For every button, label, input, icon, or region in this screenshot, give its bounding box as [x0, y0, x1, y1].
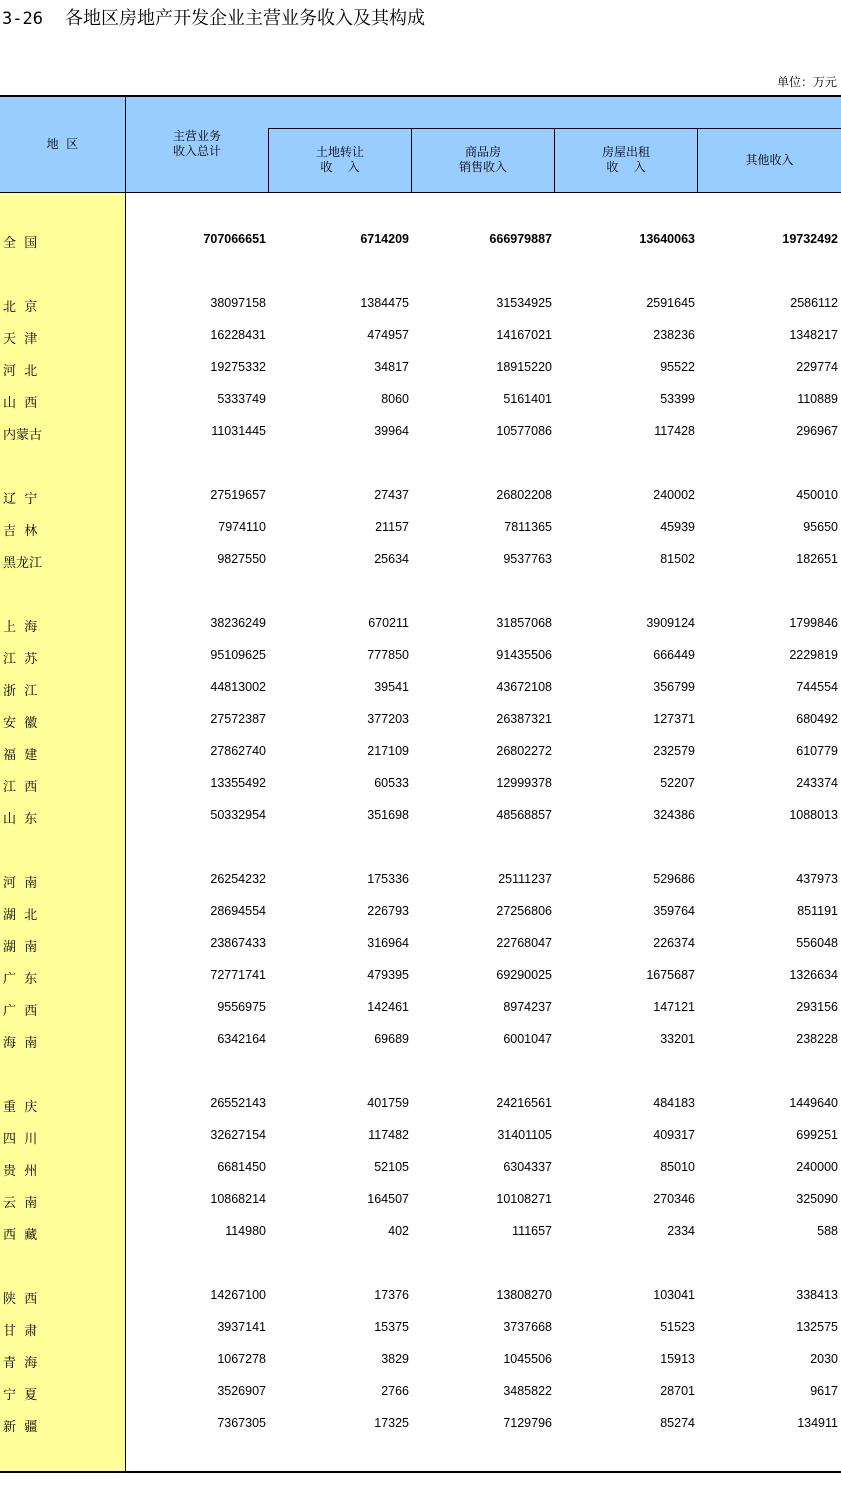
- region-name: 甘 肃: [3, 1324, 38, 1339]
- table-row: [0, 353, 841, 385]
- other-value: 19732492: [782, 232, 838, 246]
- region-name: 山 东: [3, 812, 38, 827]
- other-value: 680492: [796, 712, 838, 726]
- table-row: [0, 897, 841, 929]
- table-row: [0, 609, 841, 641]
- table-row: [0, 1089, 841, 1121]
- other-value: 238228: [796, 1032, 838, 1046]
- region-name: 西 藏: [3, 1228, 38, 1243]
- land-value: 69689: [374, 1032, 409, 1046]
- other-value: 851191: [797, 904, 838, 918]
- other-value: 744554: [796, 680, 838, 694]
- region-name: 重 庆: [3, 1100, 38, 1115]
- land-value: 175336: [367, 872, 409, 886]
- table-title: [2, 5, 425, 33]
- total-value: 9827550: [217, 552, 266, 566]
- table-row: [0, 513, 841, 545]
- housing-value: 22768047: [496, 936, 552, 950]
- region-name: 海 南: [3, 1036, 38, 1051]
- other-value: 2030: [810, 1352, 838, 1366]
- total-value: 38097158: [210, 296, 266, 310]
- housing-value: 10108271: [496, 1192, 552, 1206]
- land-value: 351698: [367, 808, 409, 822]
- table-number: 3-26: [2, 9, 43, 29]
- header-divider: [268, 128, 269, 192]
- other-value: 110889: [797, 392, 838, 406]
- land-value: 479395: [367, 968, 409, 982]
- table-row: [0, 705, 841, 737]
- land-value: 6714209: [360, 232, 409, 246]
- region-name: 福 建: [3, 748, 38, 763]
- total-value: 14267100: [210, 1288, 266, 1302]
- rent-value: 28701: [660, 1384, 695, 1398]
- other-value: 2229819: [789, 648, 838, 662]
- housing-value: 6001047: [503, 1032, 552, 1046]
- housing-value: 48568857: [496, 808, 552, 822]
- other-value: 1326634: [789, 968, 838, 982]
- total-value: 7974110: [218, 520, 266, 534]
- total-value: 95109625: [210, 648, 266, 662]
- other-value: 325090: [796, 1192, 838, 1206]
- header-region: 地 区: [46, 137, 79, 151]
- total-value: 13355492: [210, 776, 266, 790]
- header-divider: [125, 97, 126, 192]
- housing-value: 3737668: [503, 1320, 552, 1334]
- rent-value: 484183: [653, 1096, 695, 1110]
- rent-value: 51523: [660, 1320, 695, 1334]
- region-name: 辽 宁: [3, 492, 38, 507]
- table-row: [0, 865, 841, 897]
- table-row: [0, 289, 841, 321]
- rent-value: 359764: [653, 904, 695, 918]
- land-value: 15375: [374, 1320, 409, 1334]
- housing-value: 43672108: [496, 680, 552, 694]
- header-other: 其他收入: [745, 153, 794, 167]
- other-value: 95650: [803, 520, 838, 534]
- region-name: 安 徽: [3, 716, 38, 731]
- housing-value: 8974237: [503, 1000, 552, 1014]
- other-value: 1449640: [789, 1096, 838, 1110]
- total-value: 7367305: [217, 1416, 266, 1430]
- housing-value: 25111237: [498, 872, 552, 886]
- rent-value: 2334: [667, 1224, 695, 1238]
- table-row: [0, 417, 841, 449]
- region-name: 内蒙古: [3, 428, 43, 443]
- land-value: 25634: [374, 552, 409, 566]
- land-value: 34817: [374, 360, 409, 374]
- total-value: 44813002: [210, 680, 266, 694]
- other-value: 338413: [796, 1288, 838, 1302]
- land-value: 60533: [374, 776, 409, 790]
- total-value: 6681450: [217, 1160, 266, 1174]
- land-value: 39964: [374, 424, 409, 438]
- total-value: 19275332: [210, 360, 266, 374]
- rent-value: 127371: [653, 712, 695, 726]
- land-value: 17325: [374, 1416, 409, 1430]
- housing-value: 13808270: [496, 1288, 552, 1302]
- land-value: 217109: [367, 744, 409, 758]
- rent-value: 13640063: [639, 232, 695, 246]
- housing-value: 91435506: [496, 648, 552, 662]
- rent-value: 226374: [653, 936, 695, 950]
- rent-value: 240002: [653, 488, 695, 502]
- rent-value: 147121: [653, 1000, 695, 1014]
- total-value: 38236249: [210, 616, 266, 630]
- region-name: 广 东: [3, 972, 38, 987]
- housing-value: 9537763: [503, 552, 552, 566]
- total-value: 26552143: [210, 1096, 266, 1110]
- total-value: 26254232: [210, 872, 266, 886]
- land-value: 474957: [367, 328, 409, 342]
- other-value: 229774: [796, 360, 838, 374]
- total-value: 11031445: [211, 424, 266, 438]
- rent-value: 95522: [660, 360, 695, 374]
- land-value: 401759: [367, 1096, 409, 1110]
- total-value: 3937141: [217, 1320, 266, 1334]
- land-value: 377203: [367, 712, 409, 726]
- total-value: 27519657: [210, 488, 266, 502]
- total-value: 10868214: [210, 1192, 266, 1206]
- table-row: [0, 801, 841, 833]
- table-row: [0, 545, 841, 577]
- table-row: [0, 1153, 841, 1185]
- housing-value: 31534925: [496, 296, 552, 310]
- header-divider: [697, 128, 698, 192]
- land-value: 316964: [367, 936, 409, 950]
- land-value: 2766: [381, 1384, 409, 1398]
- other-value: 134911: [797, 1416, 838, 1430]
- land-value: 3829: [381, 1352, 409, 1366]
- national-total-row: [0, 225, 841, 257]
- housing-value: 26387321: [496, 712, 552, 726]
- housing-value: 7129796: [503, 1416, 552, 1430]
- region-name: 湖 南: [3, 940, 38, 955]
- other-value: 182651: [796, 552, 838, 566]
- housing-value: 12999378: [496, 776, 552, 790]
- total-value: 32627154: [210, 1128, 266, 1142]
- table-row: [0, 929, 841, 961]
- region-name: 黑龙江: [3, 556, 43, 571]
- other-value: 243374: [796, 776, 838, 790]
- rent-value: 232579: [653, 744, 695, 758]
- land-value: 27437: [374, 488, 409, 502]
- table-row: [0, 1313, 841, 1345]
- other-value: 699251: [796, 1128, 838, 1142]
- total-value: 16228431: [210, 328, 266, 342]
- rent-value: 529686: [653, 872, 695, 886]
- total-value: 6342164: [217, 1032, 266, 1046]
- housing-value: 26802208: [496, 488, 552, 502]
- header-divider: [554, 128, 555, 192]
- other-value: 296967: [796, 424, 838, 438]
- land-value: 17376: [374, 1288, 409, 1302]
- rent-value: 3909124: [646, 616, 695, 630]
- rent-value: 238236: [653, 328, 695, 342]
- total-value: 28694554: [210, 904, 266, 918]
- table-row: [0, 641, 841, 673]
- rent-value: 15913: [660, 1352, 695, 1366]
- table-bottom-rule: [0, 1471, 841, 1473]
- other-value: 437973: [796, 872, 838, 886]
- other-value: 240000: [796, 1160, 838, 1174]
- housing-value: 69290025: [496, 968, 552, 982]
- housing-value: 27256806: [496, 904, 552, 918]
- table-row: [0, 385, 841, 417]
- housing-value: 3485822: [503, 1384, 552, 1398]
- other-value: 1799846: [789, 616, 838, 630]
- housing-value: 18915220: [496, 360, 552, 374]
- rent-value: 1675687: [646, 968, 695, 982]
- housing-value: 10577086: [496, 424, 552, 438]
- total-value: 114980: [225, 1224, 266, 1238]
- rent-value: 52207: [660, 776, 695, 790]
- other-value: 610779: [796, 744, 838, 758]
- other-value: 556048: [796, 936, 838, 950]
- region-name: 全 国: [3, 236, 38, 251]
- rent-value: 103041: [653, 1288, 695, 1302]
- region-name: 河 南: [3, 876, 38, 891]
- rent-value: 2591645: [646, 296, 695, 310]
- total-value: 72771741: [210, 968, 266, 982]
- land-value: 117482: [368, 1128, 409, 1142]
- header-land: 土地转让 收 入: [315, 145, 364, 174]
- housing-value: 26802272: [496, 744, 552, 758]
- housing-value: 7811365: [504, 520, 552, 534]
- region-name: 湖 北: [3, 908, 38, 923]
- region-name: 青 海: [3, 1356, 38, 1371]
- total-value: 9556975: [217, 1000, 266, 1014]
- land-value: 1384475: [360, 296, 409, 310]
- region-name: 陕 西: [3, 1292, 38, 1307]
- total-value: 23867433: [210, 936, 266, 950]
- land-value: 8060: [381, 392, 409, 406]
- total-value: 3526907: [217, 1384, 266, 1398]
- total-value: 707066651: [203, 232, 266, 246]
- region-name: 贵 州: [3, 1164, 38, 1179]
- rent-value: 85010: [660, 1160, 695, 1174]
- land-value: 39541: [374, 680, 409, 694]
- header-housing: 商品房 销售收入: [458, 145, 507, 174]
- other-value: 9617: [810, 1384, 838, 1398]
- region-name: 江 西: [3, 780, 38, 795]
- rent-value: 81502: [660, 552, 695, 566]
- region-name: 云 南: [3, 1196, 38, 1211]
- table-row: [0, 1025, 841, 1057]
- housing-value: 6304337: [503, 1160, 552, 1174]
- land-value: 226793: [367, 904, 409, 918]
- table-row: [0, 1377, 841, 1409]
- table-title-text: 各地区房地产开发企业主营业务收入及其构成: [64, 8, 425, 29]
- region-name: 吉 林: [3, 524, 38, 539]
- region-name: 山 西: [3, 396, 38, 411]
- rent-value: 409317: [653, 1128, 695, 1142]
- header-total: 主营业务 收入总计: [172, 129, 221, 158]
- table-header: [0, 97, 841, 193]
- rent-value: 270346: [653, 1192, 695, 1206]
- other-value: 1348217: [789, 328, 838, 342]
- rent-value: 117428: [654, 424, 695, 438]
- table-row: [0, 737, 841, 769]
- other-value: 293156: [796, 1000, 838, 1014]
- header-rent: 房屋出租 收 入: [601, 145, 650, 174]
- table-row: [0, 673, 841, 705]
- other-value: 132575: [796, 1320, 838, 1334]
- region-name: 天 津: [3, 332, 38, 347]
- table-row: [0, 1217, 841, 1249]
- header-bottom-rule: [0, 192, 841, 193]
- table-row: [0, 1409, 841, 1441]
- housing-value: 31857068: [496, 616, 552, 630]
- housing-value: 5161401: [503, 392, 552, 406]
- region-name: 上 海: [3, 620, 38, 635]
- housing-value: 666979887: [489, 232, 552, 246]
- table-row: [0, 769, 841, 801]
- total-value: 27862740: [210, 744, 266, 758]
- housing-value: 1045506: [503, 1352, 552, 1366]
- rent-value: 33201: [660, 1032, 695, 1046]
- rent-value: 53399: [660, 392, 695, 406]
- table-row: [0, 1345, 841, 1377]
- table-row: [0, 321, 841, 353]
- land-value: 164507: [367, 1192, 409, 1206]
- total-value: 5333749: [217, 392, 266, 406]
- housing-value: 111657: [512, 1224, 552, 1238]
- table-row: [0, 1185, 841, 1217]
- land-value: 670211: [368, 616, 409, 630]
- unit-label: 单位：万元: [776, 75, 837, 89]
- housing-value: 24216561: [496, 1096, 552, 1110]
- land-value: 142461: [367, 1000, 409, 1014]
- housing-value: 14167021: [496, 328, 552, 342]
- rent-value: 85274: [660, 1416, 695, 1430]
- other-value: 450010: [796, 488, 838, 502]
- region-name: 浙 江: [3, 684, 38, 699]
- total-value: 27572387: [210, 712, 266, 726]
- header-divider: [411, 128, 412, 192]
- rent-value: 45939: [660, 520, 695, 534]
- region-name: 四 川: [3, 1132, 38, 1147]
- total-value: 1067278: [217, 1352, 266, 1366]
- region-name: 北 京: [3, 300, 38, 315]
- land-value: 777850: [367, 648, 409, 662]
- land-value: 402: [388, 1224, 409, 1238]
- land-value: 52105: [374, 1160, 409, 1174]
- region-name: 河 北: [3, 364, 38, 379]
- region-name: 江 苏: [3, 652, 38, 667]
- table-row: [0, 993, 841, 1025]
- region-name: 广 西: [3, 1004, 38, 1019]
- total-value: 50332954: [210, 808, 266, 822]
- other-value: 1088013: [789, 808, 838, 822]
- rent-value: 666449: [653, 648, 695, 662]
- table-row: [0, 1121, 841, 1153]
- rent-value: 356799: [653, 680, 695, 694]
- rent-value: 324386: [653, 808, 695, 822]
- table-row: [0, 961, 841, 993]
- region-name: 新 疆: [3, 1420, 38, 1435]
- housing-value: 31401105: [497, 1128, 552, 1142]
- other-value: 2586112: [790, 296, 838, 310]
- other-value: 588: [817, 1224, 838, 1238]
- table-row: [0, 481, 841, 513]
- region-name: 宁 夏: [3, 1388, 38, 1403]
- table-row: [0, 1281, 841, 1313]
- land-value: 21157: [375, 520, 409, 534]
